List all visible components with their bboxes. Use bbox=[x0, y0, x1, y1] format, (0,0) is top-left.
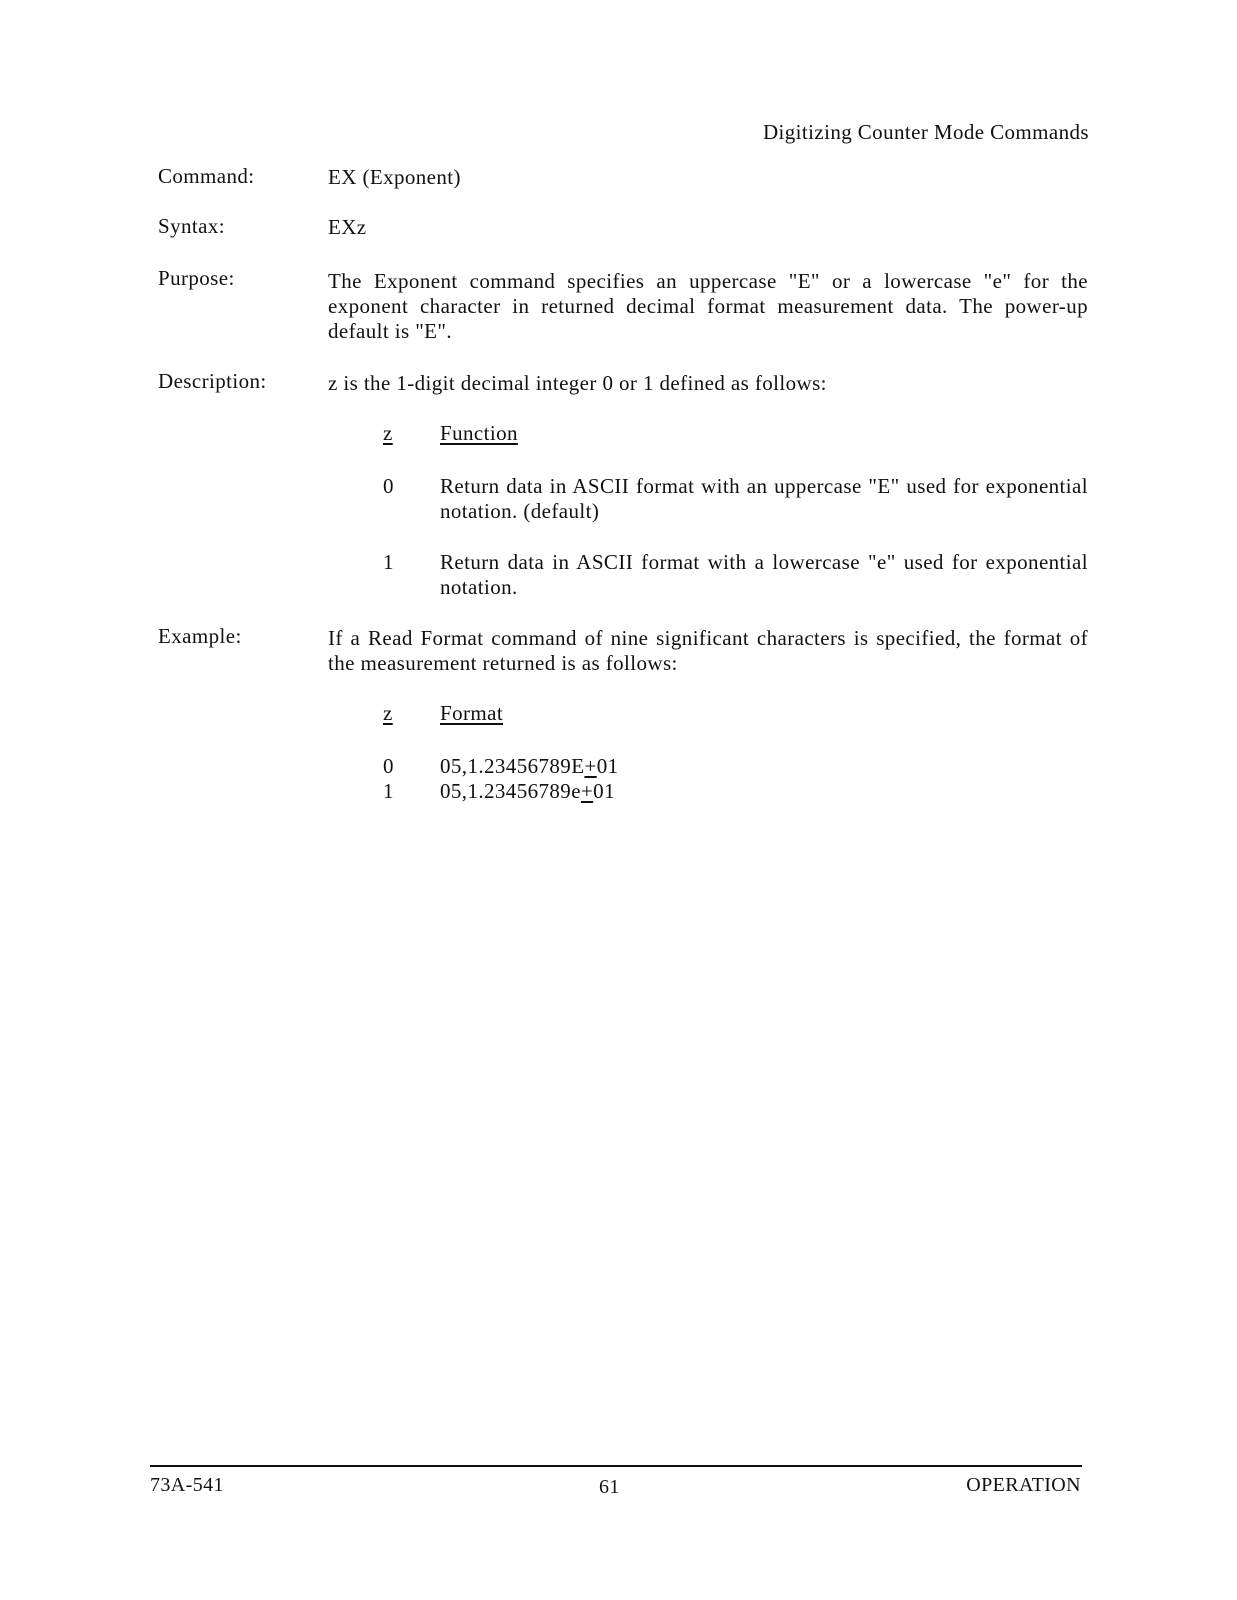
purpose-label: Purpose: bbox=[158, 266, 235, 290]
purpose-text: The Exponent command specifies an uppercase "E" or a lowercase "e" for the exponent character in returned decimal format measurement data. The power-up default is "E". bbox=[328, 269, 1088, 343]
plus-minus-sign: + bbox=[584, 754, 597, 778]
footer-doc-number: 73A-541 bbox=[150, 1474, 224, 1496]
description-row-function: Return data in ASCII format with an uppercase "E" used for exponential notation. (default) bbox=[440, 474, 1088, 523]
description-row-z: 1 bbox=[383, 550, 394, 574]
example-z-header: z bbox=[383, 701, 393, 725]
syntax-label: Syntax: bbox=[158, 214, 225, 238]
example-label: Example: bbox=[158, 624, 242, 648]
description-intro: z is the 1-digit decimal integer 0 or 1 defined as follows: bbox=[328, 371, 827, 395]
footer-divider bbox=[150, 1465, 1082, 1467]
example-format-header: Format bbox=[440, 701, 504, 725]
footer-page-number: 61 bbox=[599, 1476, 620, 1498]
example-row-format: 05,1.23456789e+01 bbox=[440, 779, 615, 803]
section-header: Digitizing Counter Mode Commands bbox=[762, 120, 1089, 144]
description-z-header: z bbox=[383, 421, 393, 445]
example-row-z: 1 bbox=[383, 779, 394, 803]
description-row-z: 0 bbox=[383, 474, 394, 498]
plus-minus-sign: + bbox=[580, 779, 594, 803]
command-value: EX (Exponent) bbox=[328, 165, 461, 189]
footer-section: OPERATION bbox=[966, 1474, 1081, 1496]
description-label: Description: bbox=[158, 369, 267, 393]
syntax-value: EXz bbox=[328, 215, 367, 239]
description-row-function: Return data in ASCII format with a lowercase "e" used for exponential notation. bbox=[440, 550, 1088, 599]
command-label: Command: bbox=[158, 164, 255, 188]
example-row-z: 0 bbox=[383, 754, 394, 778]
description-function-header: Function bbox=[440, 421, 518, 445]
example-row-format: 05,1.23456789E+01 bbox=[440, 754, 619, 778]
example-intro: If a Read Format command of nine significant characters is specified, the format of the measurement returned is as follows: bbox=[328, 626, 1088, 675]
